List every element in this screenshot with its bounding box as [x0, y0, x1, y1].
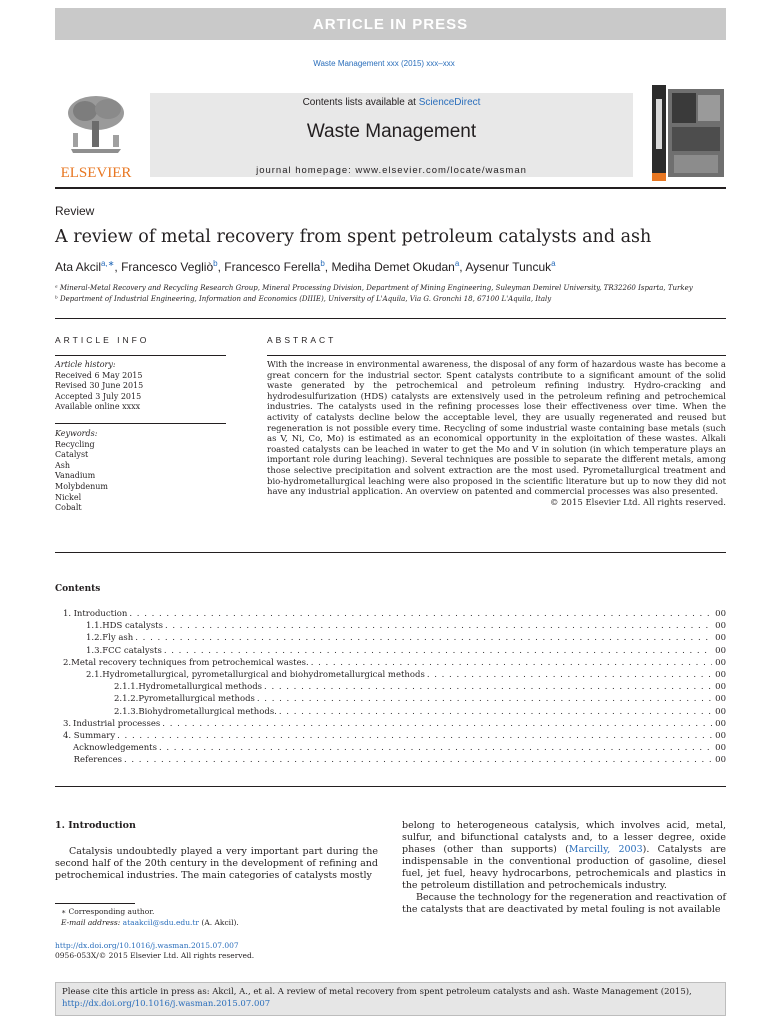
footnotes	[55, 907, 378, 928]
toc-entry-page: 00	[715, 609, 726, 619]
header-rule	[55, 187, 726, 189]
citation-doi-link[interactable]: http://dx.doi.org/10.1016/j.wasman.2015.07.007	[62, 999, 271, 1009]
body-text: ). Catalysts are indispensable in the conventional production of gasoline, diesel fuel, jet fuel, heavy hydrocarbons, petrochemicals and plastics in the petroleum distillation and petrochemicals industry.	[402, 844, 726, 891]
keyword-item: Cobalt	[55, 503, 82, 513]
toc-entry[interactable]	[55, 742, 726, 754]
doi-link[interactable]: http://dx.doi.org/10.1016/j.wasman.2015.07.007	[55, 941, 239, 950]
toc-leader-dots	[164, 645, 712, 657]
journal-title[interactable]: Waste Management	[306, 121, 477, 142]
toc-entry-page: 00	[715, 657, 726, 668]
contents-availability	[150, 97, 633, 108]
footnote-rule	[55, 903, 135, 904]
toc-entry[interactable]	[55, 669, 726, 681]
history-accepted: Accepted 3 July 2015	[55, 391, 142, 401]
contents-title: Contents	[55, 584, 101, 594]
toc-leader-dots	[135, 632, 712, 644]
history-received: Received 6 May 2015	[55, 370, 143, 380]
keywords-rule	[55, 423, 226, 424]
body-paragraph	[402, 820, 726, 892]
history-revised: Revised 30 June 2015	[55, 381, 144, 391]
toc-entry[interactable]	[55, 730, 726, 742]
toc-leader-dots	[279, 706, 712, 718]
author-name[interactable]: Ata Akcil	[55, 260, 102, 274]
toc-entry-page: 00	[715, 633, 726, 644]
citation-text: Please cite this article in press as: Akcil, A., et al. A review of metal recovery from spent petroleum catalysts and ash. Waste Management (2015),	[62, 987, 692, 997]
toc-entry[interactable]	[55, 632, 726, 644]
email-note	[55, 918, 378, 929]
toc-leader-dots	[129, 608, 712, 620]
toc-entry-page: 00	[715, 694, 726, 705]
author-name[interactable]: Francesco Vegliò	[121, 260, 214, 274]
toc-entry-number	[55, 742, 73, 754]
body-paragraph: Because the technology for the regeneration and reactivation of the catalysts that are deactivated by metal fouling is not available	[402, 892, 726, 915]
toc-entry-number: 2.1.1.	[114, 682, 139, 693]
citation-link[interactable]: Marcilly, 2003	[568, 844, 643, 855]
abstract-text: With the increase in environmental awareness, the disposal of any form of hazardous waste has become a great concern for the industrial sector. Spent catalysts contribute to a significant amount of the solid waste generated by the petrochemical and petroleum refining industry. Hydro-cracking and hydrodesulfurization (HDS) catalysts are extensively used in the petroleum refining and petrochemical industries. The catalysts used in the refining processes lose their effectiveness over time. When the activity of catalysts decline below the acceptable level, they are usually regenerated and reused but regeneration is not possible every time. Recycling of some industrial waste containing base metals (such as V, Ni, Co, Mo) is estimated as an economical opportunity in the exploitation of these wastes. Alkali roasted catalysts can be leached in water to get the Mo and V in solution (in which temperature plays an important role during leaching). Several techniques are possible to separate the different metals, among those selective precipitation and solvent extraction are the most used. Pyrometallurgical treatment and bio-hydrometallurgical leaching were also proposed in the scientific literature but up to now they did not have any industrial application. An overview on patented and commercial processes was also presented.	[267, 360, 726, 498]
journal-cover-thumbnail[interactable]	[652, 85, 726, 181]
toc-entry[interactable]	[55, 681, 726, 693]
abstract-heading: ABSTRACT	[267, 335, 337, 345]
article-title: A review of metal recovery from spent petroleum catalysts and ash	[55, 227, 652, 247]
info-rule	[55, 355, 226, 356]
body-left-column	[55, 820, 378, 882]
toc-entry-page: 00	[715, 621, 726, 632]
article-in-press-banner	[55, 8, 726, 40]
doi-block	[55, 941, 378, 961]
toc-entry-number: 3.	[63, 718, 72, 729]
author-name[interactable]: Mediha Demet Okudan	[331, 260, 455, 274]
keyword-item: Molybdenum	[55, 481, 108, 491]
toc-entry-title[interactable]: Hydrometallurgical, pyrometallurgical and biohydrometallurgical methods	[102, 669, 425, 680]
toc-entry-number: 2.1.	[86, 669, 103, 680]
body-text: belong to heterogeneous catalysis, which involves acid, metal, sulfur, and bifunctional catalysts and, to a lesser degree, oxide phases (other than supports) (	[402, 820, 726, 855]
issn-copyright: 0956-053X/© 2015 Elsevier Ltd. All rights reserved.	[55, 951, 255, 960]
toc-leader-dots	[165, 620, 712, 632]
toc-entry-title[interactable]: Summary	[73, 730, 116, 741]
toc-entry-number: 1.3.	[86, 645, 103, 656]
author-affil-marker[interactable]: a	[454, 259, 460, 268]
article-type: Review	[55, 204, 95, 218]
keyword-item: Recycling	[55, 439, 95, 449]
toc-entry-title[interactable]: Industrial processes	[72, 718, 161, 729]
section-heading: 1. Introduction	[55, 820, 136, 831]
affiliation-b: ᵇ Department of Industrial Engineering, Information and Economics (DIIIE), University of L'Aquila, Via G. Gronchi 18, 67100 L'Aquila, Italy	[55, 295, 552, 303]
keyword-item: Catalyst	[55, 450, 89, 460]
article-info-heading: ARTICLE INFO	[55, 335, 150, 345]
toc-entry-title[interactable]: References	[73, 755, 122, 766]
author-name[interactable]: Aysenur Tuncuk	[465, 260, 552, 274]
toc-entry[interactable]	[55, 645, 726, 657]
toc-entry-number: 2.1.2.	[114, 694, 139, 705]
affiliation-a: ᵃ Mineral-Metal Recovery and Recycling Research Group, Mineral Processing Division, Department of Mining Engineering, Suleyman Demirel University, TR32260 Isparta, Turkey	[55, 284, 693, 292]
toc-entry-page: 00	[715, 743, 726, 754]
journal-reference[interactable]: Waste Management xxx (2015) xxx–xxx	[313, 59, 455, 68]
history-online: Available online xxxx	[55, 402, 141, 412]
toc-entry-page: 00	[715, 669, 726, 680]
toc-entry[interactable]	[55, 718, 726, 730]
corresponding-author-note: ∗ Corresponding author.	[61, 907, 155, 916]
body-right-column	[402, 820, 726, 916]
masthead-box	[150, 93, 633, 177]
article-history	[55, 360, 226, 413]
toc-entry-number: 2.1.3.	[114, 706, 139, 717]
toc-entry[interactable]	[55, 620, 726, 632]
journal-header	[55, 85, 726, 181]
sciencedirect-link[interactable]: ScienceDirect	[418, 97, 481, 108]
publisher-wordmark: ELSEVIER	[60, 165, 132, 181]
keyword-item: Nickel	[55, 492, 82, 502]
toc-entry-title[interactable]: Metal recovery techniques from petrochemical wastes.	[71, 657, 309, 668]
toc-entry-page: 00	[715, 755, 726, 766]
toc-entry-page: 00	[715, 645, 726, 656]
toc-entry-title[interactable]: Biohydrometallurgical methods.	[138, 706, 277, 717]
toc-entry-title[interactable]: Acknowledgements	[73, 743, 157, 754]
toc-entry[interactable]	[55, 754, 726, 766]
toc-entry[interactable]	[55, 657, 726, 669]
history-label: Article history:	[55, 360, 116, 369]
toc-entry[interactable]	[55, 608, 726, 620]
journal-homepage[interactable]: journal homepage: www.elsevier.com/locate/wasman	[256, 165, 527, 176]
abstract-bottom-rule	[55, 552, 726, 553]
toc-entry-title[interactable]: Pyrometallurgical methods	[138, 694, 255, 705]
toc-leader-dots	[162, 718, 712, 730]
toc-entry-title[interactable]: HDS catalysts	[102, 621, 163, 632]
toc-leader-dots	[427, 669, 712, 681]
toc-leader-dots	[311, 657, 712, 669]
cite-this-article-box	[55, 982, 726, 1016]
contents-prefix: Contents lists available at	[302, 97, 419, 108]
body-paragraph: Catalysis undoubtedly played a very important part during the second half of the 20th century in the development of refining and petrochemical industries. The main categories of catalysts mostly	[55, 846, 378, 881]
toc-leader-dots	[264, 681, 712, 693]
email-link[interactable]: ataakcil@sdu.edu.tr	[122, 917, 200, 927]
toc-entry-page: 00	[715, 682, 726, 693]
toc-leader-dots	[257, 693, 712, 705]
table-of-contents	[55, 608, 726, 766]
toc-entry-title[interactable]: Fly ash	[102, 633, 134, 644]
author-list: Ata Akcil$^{a,∗}$, Francesco Vegliò$^b$, Francesco Ferella$^b$, Mediha Demet Okudan$^a$, Aysenur Tuncuk$^a$	[55, 259, 556, 274]
toc-entry-number: 1.	[63, 609, 72, 619]
elsevier-tree-icon	[63, 93, 129, 153]
toc-entry-title[interactable]: Introduction	[73, 609, 128, 619]
toc-entry-number: 2.	[63, 657, 72, 668]
author-affil-marker[interactable]: a,∗	[101, 259, 115, 268]
toc-entry-number: 1.1.	[86, 621, 103, 632]
toc-entry[interactable]	[55, 693, 726, 705]
elsevier-logo[interactable]	[55, 85, 137, 181]
abstract-rule	[267, 355, 726, 356]
toc-entry-number: 1.2.	[86, 633, 103, 644]
abstract-copyright: © 2015 Elsevier Ltd. All rights reserved.	[549, 497, 726, 508]
email-suffix: (A. Akcil).	[199, 917, 239, 927]
toc-entry-page: 00	[715, 706, 726, 717]
toc-entry-number: 4.	[63, 730, 72, 741]
keyword-item: Ash	[55, 460, 71, 470]
author-affil-marker[interactable]: b	[320, 259, 325, 268]
keywords-label: Keywords:	[55, 429, 98, 438]
email-label: E-mail address:	[61, 917, 123, 927]
toc-leader-dots	[159, 742, 712, 754]
banner-text: ARTICLE IN PRESS	[312, 15, 469, 33]
affiliation-rule	[55, 318, 726, 319]
keywords-list	[55, 429, 226, 514]
toc-entry-number	[55, 754, 74, 766]
toc-entry-title[interactable]: FCC catalysts	[102, 645, 162, 656]
toc-entry[interactable]	[55, 706, 726, 718]
toc-leader-dots	[124, 754, 712, 766]
toc-entry-page: 00	[715, 718, 726, 729]
toc-entry-page: 00	[715, 730, 726, 741]
toc-bottom-rule	[55, 786, 726, 787]
toc-leader-dots	[117, 730, 712, 742]
toc-entry-title[interactable]: Hydrometallurgical methods	[138, 682, 263, 693]
author-name[interactable]: Francesco Ferella	[224, 260, 321, 274]
journal-cover-image	[652, 85, 726, 181]
abstract-body	[267, 360, 726, 508]
author-affil-marker[interactable]: a	[551, 259, 556, 268]
author-affil-marker[interactable]: b	[213, 259, 218, 268]
keyword-item: Vanadium	[55, 471, 96, 481]
